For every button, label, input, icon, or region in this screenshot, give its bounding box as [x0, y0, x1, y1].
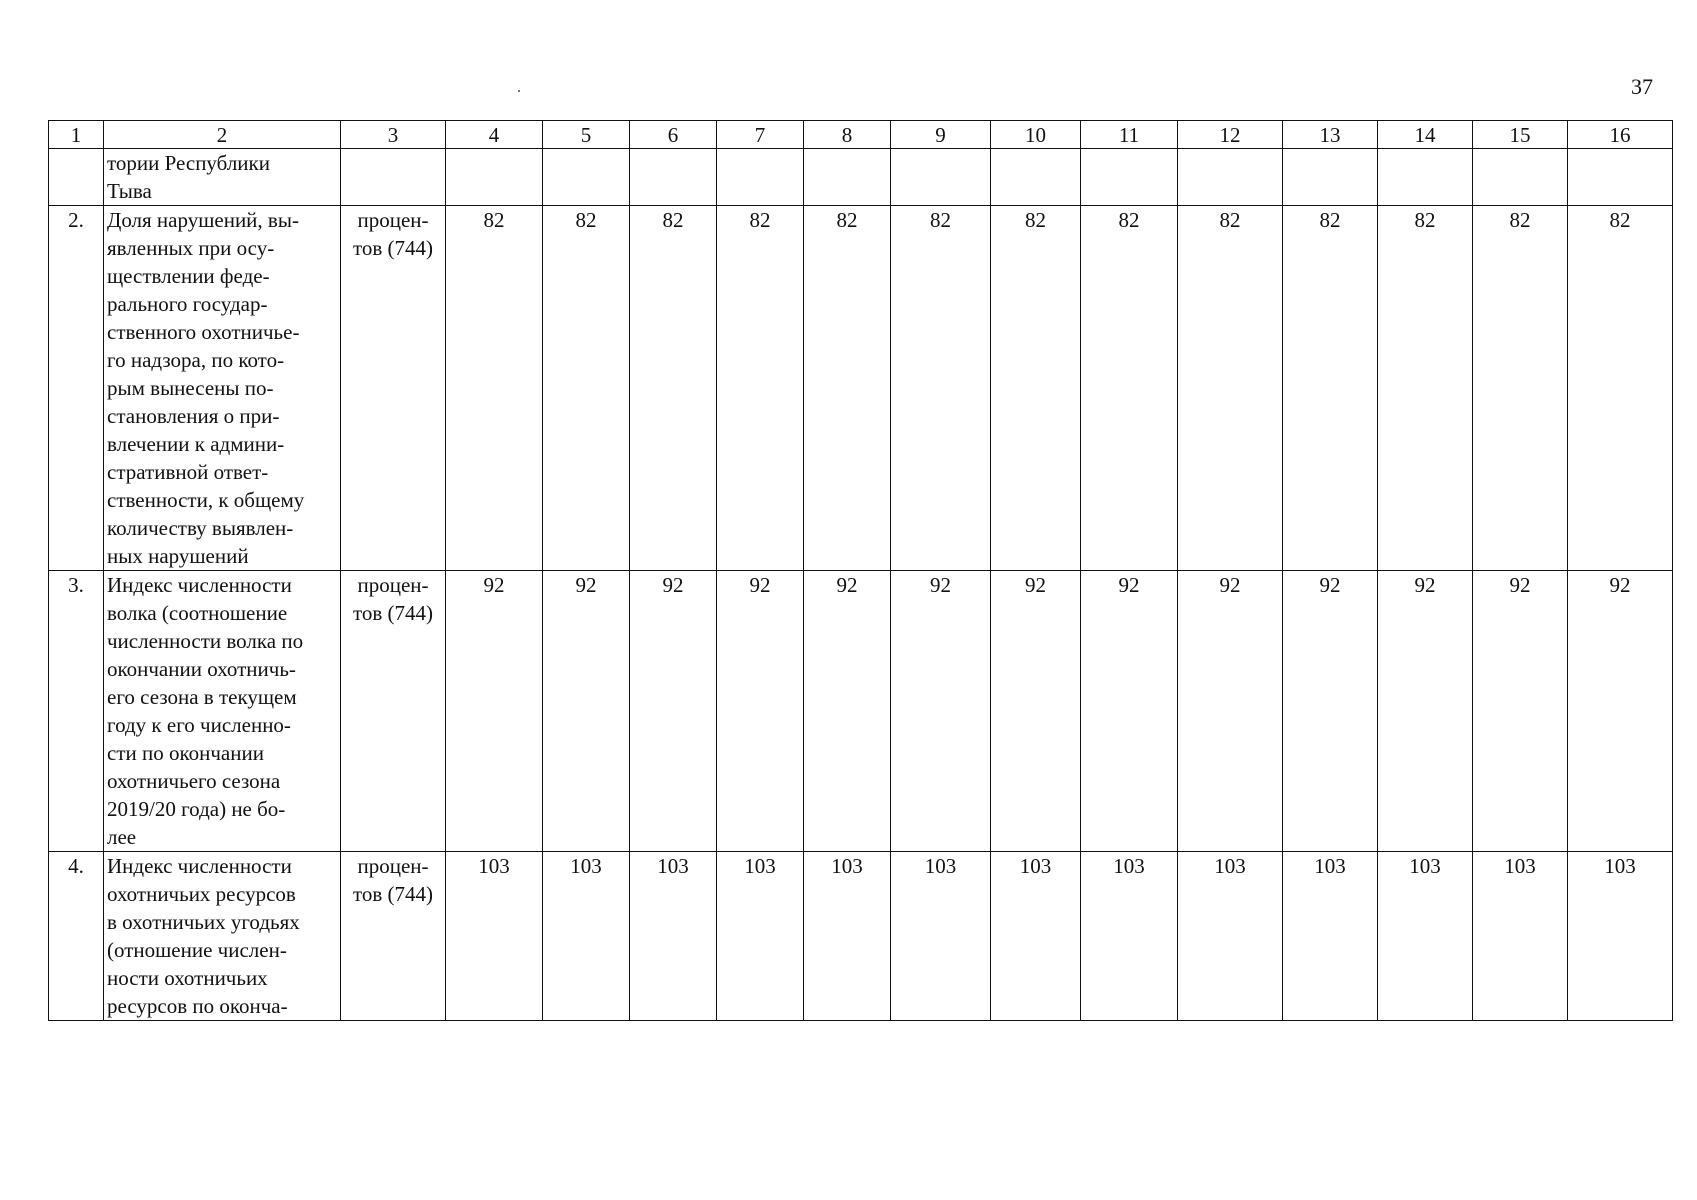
table-row	[49, 149, 1673, 206]
indicator-name-line: охотничьих ресурсов	[107, 882, 296, 906]
value-cell	[1081, 149, 1178, 206]
value-cell: 92	[543, 571, 630, 852]
value-cell	[1378, 149, 1473, 206]
column-number-10: 10	[991, 121, 1081, 149]
table-row	[49, 571, 1673, 852]
value-cell: 103	[804, 852, 891, 1021]
row-number: 3.	[49, 571, 104, 852]
unit-of-measure	[341, 206, 446, 571]
indicator-name-line: явленных при осу-	[107, 236, 275, 260]
unit-of-measure	[341, 852, 446, 1021]
value-cell: 92	[1568, 571, 1673, 852]
value-cell: 103	[1283, 852, 1378, 1021]
unit-line: тов (744)	[352, 882, 434, 906]
unit-line: тов (744)	[352, 236, 434, 260]
table-row	[49, 206, 1673, 571]
scan-speck	[518, 90, 520, 92]
indicator-name-line: 2019/20 года) не бо-	[107, 797, 286, 821]
row-number: 4.	[49, 852, 104, 1021]
indicator-name-line: ществлении феде-	[107, 264, 270, 288]
column-number-13: 13	[1283, 121, 1378, 149]
unit-line: процен-	[357, 573, 429, 597]
indicator-name-line: Тыва	[107, 179, 152, 203]
indicator-name-line: ности охотничьих	[107, 966, 268, 990]
value-cell: 82	[1568, 206, 1673, 571]
indicator-name-line: в охотничьих угодьях	[107, 910, 300, 934]
value-cell: 82	[543, 206, 630, 571]
indicator-name-line: ственного охотничье-	[107, 320, 300, 344]
value-cell: 92	[1473, 571, 1568, 852]
value-cell	[1178, 149, 1283, 206]
page-number: 37	[1631, 74, 1653, 99]
column-number-15: 15	[1473, 121, 1568, 149]
value-cell: 82	[1473, 206, 1568, 571]
indicator-name-line: рального государ-	[107, 292, 268, 316]
column-number-8: 8	[804, 121, 891, 149]
value-cell	[630, 149, 717, 206]
value-cell	[1568, 149, 1673, 206]
column-number-2: 2	[104, 121, 341, 149]
value-cell: 82	[1081, 206, 1178, 571]
value-cell	[804, 149, 891, 206]
value-cell: 82	[1283, 206, 1378, 571]
indicator-name-line: лее	[107, 825, 137, 849]
column-number-14: 14	[1378, 121, 1473, 149]
value-cell: 82	[804, 206, 891, 571]
indicator-name-line: рым вынесены по-	[107, 376, 274, 400]
value-cell: 103	[991, 852, 1081, 1021]
value-cell: 103	[1081, 852, 1178, 1021]
unit-of-measure	[341, 149, 446, 206]
column-number-12: 12	[1178, 121, 1283, 149]
value-cell	[1473, 149, 1568, 206]
value-cell: 82	[717, 206, 804, 571]
indicator-name-line: влечении к админи-	[107, 432, 285, 456]
row-number	[49, 149, 104, 206]
value-cell: 103	[1568, 852, 1673, 1021]
indicator-name-line: ственности, к общему	[107, 488, 305, 512]
value-cell: 82	[630, 206, 717, 571]
indicator-name-line: волка (соотношение	[107, 601, 288, 625]
value-cell: 82	[991, 206, 1081, 571]
value-cell	[446, 149, 543, 206]
indicator-name-line: году к его численно-	[107, 713, 291, 737]
column-number-row	[49, 121, 1673, 149]
value-cell: 92	[1178, 571, 1283, 852]
indicator-name-line: его сезона в текущем	[107, 685, 297, 709]
column-number-16: 16	[1568, 121, 1673, 149]
indicator-name-line: Индекс численности	[107, 573, 292, 597]
indicator-name-line: ресурсов по оконча-	[107, 994, 288, 1018]
indicator-name-line: стративной ответ-	[107, 460, 269, 484]
column-number-9: 9	[891, 121, 991, 149]
unit-line: процен-	[357, 854, 429, 878]
indicator-name-line: Доля нарушений, вы-	[107, 208, 299, 232]
indicators-table	[48, 120, 1673, 1021]
indicator-name-line: численности волка по	[107, 629, 304, 653]
unit-line: тов (744)	[352, 601, 434, 625]
value-cell: 103	[1473, 852, 1568, 1021]
value-cell: 92	[1081, 571, 1178, 852]
indicator-name-line: окончании охотничь-	[107, 657, 296, 681]
row-number: 2.	[49, 206, 104, 571]
value-cell: 92	[1378, 571, 1473, 852]
value-cell: 92	[717, 571, 804, 852]
value-cell: 82	[1178, 206, 1283, 571]
value-cell: 103	[1178, 852, 1283, 1021]
indicator-name-line: (отношение числен-	[107, 938, 287, 962]
value-cell: 92	[804, 571, 891, 852]
value-cell: 82	[446, 206, 543, 571]
indicator-name-line: Индекс численности	[107, 854, 292, 878]
unit-of-measure	[341, 571, 446, 852]
value-cell: 92	[446, 571, 543, 852]
value-cell: 92	[630, 571, 717, 852]
column-number-7: 7	[717, 121, 804, 149]
column-number-11: 11	[1081, 121, 1178, 149]
value-cell: 103	[543, 852, 630, 1021]
value-cell: 82	[1378, 206, 1473, 571]
table-body	[49, 121, 1673, 1021]
indicator-name-line: го надзора, по кото-	[107, 348, 285, 372]
column-number-6: 6	[630, 121, 717, 149]
column-number-4: 4	[446, 121, 543, 149]
indicator-name-line: охотничьего сезона	[107, 769, 281, 793]
column-number-1: 1	[49, 121, 104, 149]
indicator-name-line: тории Республики	[107, 151, 270, 175]
table-row	[49, 852, 1673, 1021]
value-cell	[717, 149, 804, 206]
value-cell	[891, 149, 991, 206]
value-cell: 103	[630, 852, 717, 1021]
value-cell: 92	[991, 571, 1081, 852]
indicator-name	[104, 852, 341, 1021]
value-cell: 92	[891, 571, 991, 852]
value-cell	[1283, 149, 1378, 206]
indicator-name-line: становления о при-	[107, 404, 280, 428]
value-cell: 103	[891, 852, 991, 1021]
value-cell	[991, 149, 1081, 206]
indicator-name-line: сти по окончании	[107, 741, 264, 765]
value-cell: 103	[446, 852, 543, 1021]
indicator-name-line: ных нарушений	[107, 544, 249, 568]
value-cell: 103	[717, 852, 804, 1021]
unit-line: процен-	[357, 208, 429, 232]
column-number-3: 3	[341, 121, 446, 149]
indicator-name	[104, 149, 341, 206]
column-number-5: 5	[543, 121, 630, 149]
indicator-name	[104, 571, 341, 852]
value-cell: 92	[1283, 571, 1378, 852]
indicator-name-line: количеству выявлен-	[107, 516, 294, 540]
value-cell: 103	[1378, 852, 1473, 1021]
value-cell	[543, 149, 630, 206]
value-cell: 82	[891, 206, 991, 571]
indicator-name	[104, 206, 341, 571]
